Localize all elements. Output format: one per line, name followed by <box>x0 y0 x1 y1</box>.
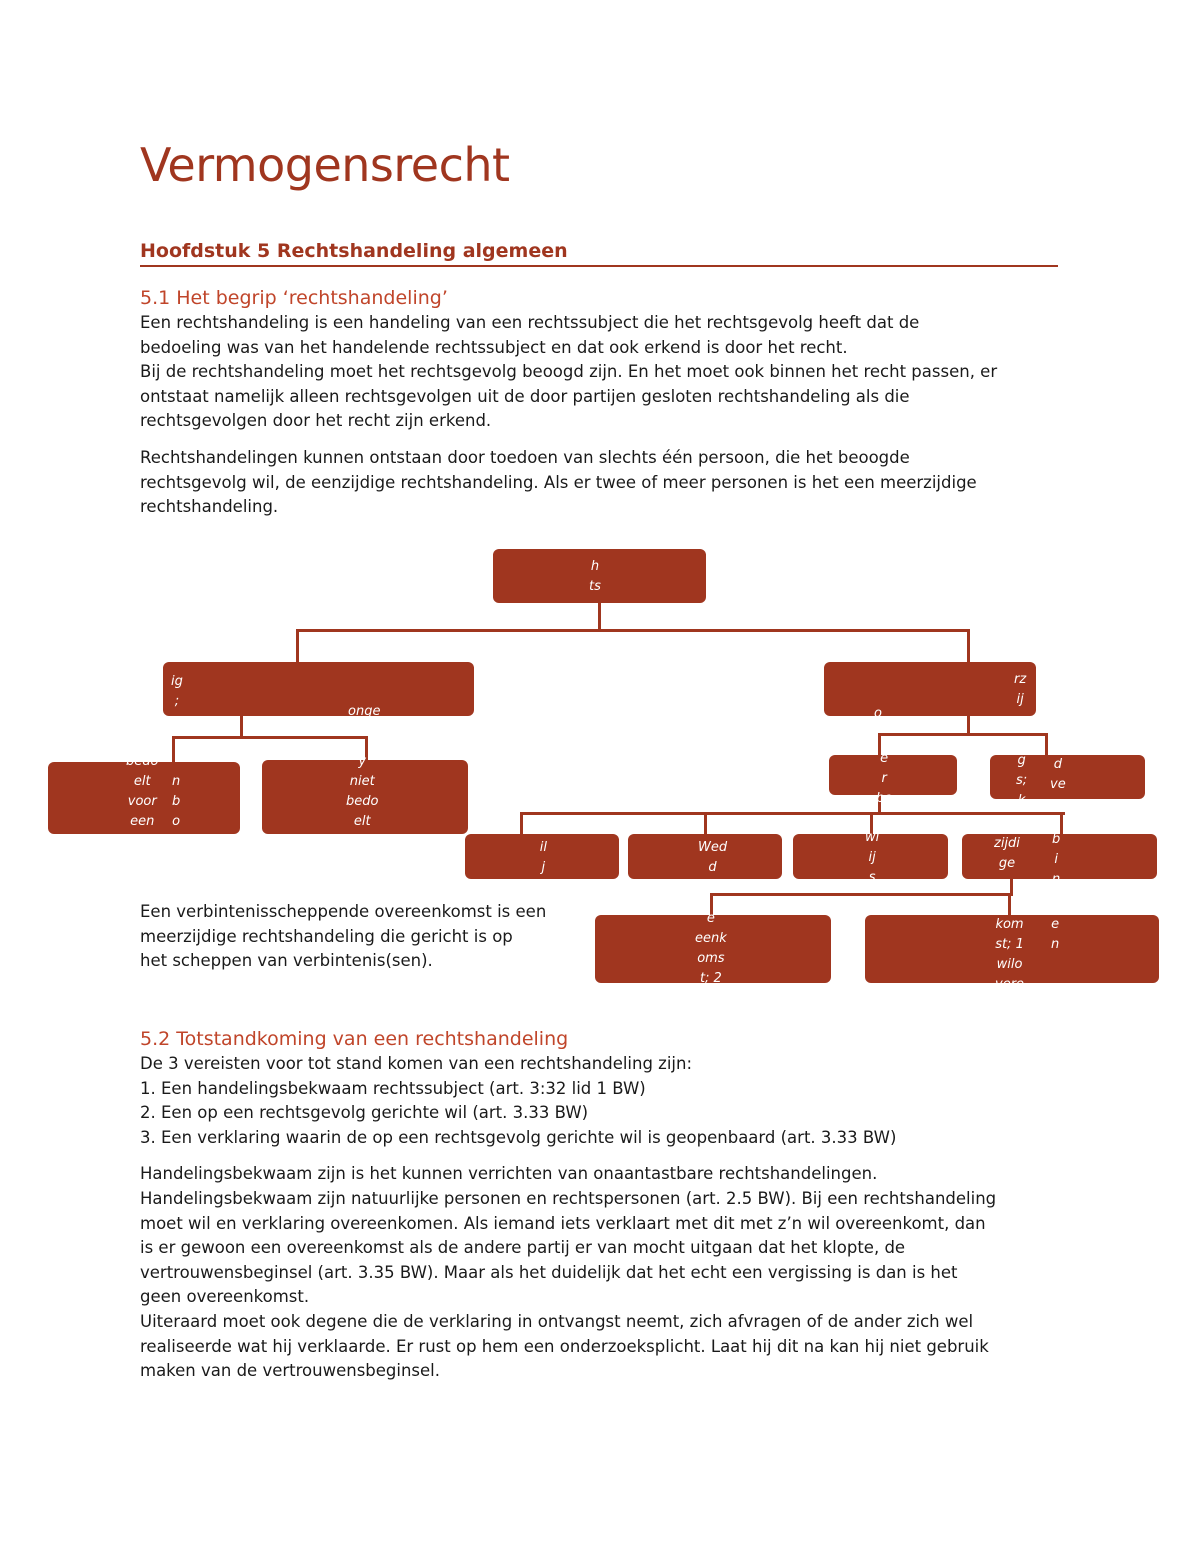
diagram-node-c2 <box>865 915 1159 992</box>
text-line: Een rechtshandeling is een handeling van een rechtssubject die het rechtsgevolg heeft dat de <box>140 313 920 332</box>
diagram-node-eenzijdig <box>163 662 474 719</box>
text-line: Bij de rechtshandeling moet het rechtsgevolg beoogd zijn. En het moet ook binnen het recht passen, er <box>140 362 998 382</box>
node-label: h ts <box>589 559 601 594</box>
diagram-node-b1 <box>465 820 619 879</box>
section-5-1-text <box>140 311 1070 520</box>
text-line: Rechtshandelingen kunnen ontstaan door toedoen van slechts één persoon, die het beoogde <box>140 447 910 467</box>
text-line: Een verbintenisscheppende overeenkomst is een <box>140 902 547 921</box>
node-label: e r be <box>876 751 893 806</box>
node-label: g s; k <box>1016 753 1028 808</box>
diagram-node-ongericht <box>262 754 468 849</box>
node-label: m il j <box>537 820 550 875</box>
text-line: Handelingsbekwaam zijn is het kunnen verrichten van onaantastbare rechtshandelingen. <box>140 1164 878 1184</box>
node-label: e Wed d erke <box>698 820 728 895</box>
text-line: rechtsgevolgen door het recht zijn erkend. <box>140 411 492 431</box>
text-line: rechtshandeling. <box>140 497 279 517</box>
list-item: 2. Een op een rechtsgevolg gerichte wil (art. 3.33 BW) <box>140 1103 589 1123</box>
node-label: o <box>874 706 882 721</box>
node-label: kom st; 1 wilo vere <box>995 917 1025 992</box>
document-title: Vermogensrecht <box>140 138 510 192</box>
node-label: y niet bedo elt voor <box>346 754 379 849</box>
text-line: maken van de vertrouwensbeginsel. <box>140 1361 441 1381</box>
node-label: b i n <box>1052 832 1061 887</box>
node-label: e eenk oms t; 2 <box>695 911 727 986</box>
text-line: rechtsgevolg wil, de eenzijdige rechtshandeling. Als er twee of meer personen is het een meerzijdige <box>140 472 977 492</box>
diagram-node-overig <box>990 753 1145 812</box>
text-line: is er gewoon een overeenkomst als de andere partij er van mocht uitgaan dat het klopte, de <box>140 1238 906 1258</box>
diagram-node-b3 <box>793 830 948 885</box>
text-line: realiseerde wat hij verklaarde. Er rust op hem een onderzoeksplicht. Laat hij dit na kan hij niet gebruik <box>140 1336 989 1356</box>
diagram-node-b4 <box>962 832 1157 887</box>
section-5-2-text <box>140 1052 1070 1384</box>
diagram-node-verbintenisscheppend <box>829 751 957 806</box>
diagram-node-b2 <box>628 820 782 895</box>
list-item: 1. Een handelingsbekwaam rechtssubject (art. 3:32 lid 1 BW) <box>140 1078 646 1098</box>
node-label: zijdi ge <box>994 836 1020 871</box>
section-5-1-heading: 5.1 Het begrip ‘rechtshandeling’ <box>140 287 448 309</box>
text-line: Handelingsbekwaam zijn natuurlijke personen en rechtspersonen (art. 2.5 BW). Bij een rechtshandeling <box>140 1188 997 1208</box>
diagram-node-c1 <box>595 911 831 986</box>
diagram-caption <box>140 900 580 974</box>
node-label: d ve er <box>1050 757 1066 812</box>
text-line: geen overeenkomst. <box>140 1287 310 1307</box>
diagram-node-gericht <box>48 754 240 834</box>
text-line: het scheppen van verbintenis(sen). <box>140 951 433 971</box>
text-line: vertrouwensbeginsel (art. 3.35 BW). Maar als het duidelijk dat het echt een vergissing is dan is het <box>140 1262 958 1282</box>
text-line: ontstaat namelijk alleen rechtsgevolgen uit de door partijen gesloten rechtshandeling als die <box>140 386 910 406</box>
node-label: ig ; <box>171 674 183 709</box>
text-line: Uiteraard moet ook degene die de verklaring in ontvangst neemt, zich afvragen of de ander zich wel <box>140 1311 974 1331</box>
diagram-node-root <box>493 549 706 603</box>
section-5-2-heading: 5.2 Totstandkoming van een rechtshandeling <box>140 1028 569 1050</box>
node-label: e n <box>1051 917 1060 952</box>
node-label: bedo elt voor een <box>126 754 159 829</box>
text-line: bedoeling was van het handelende rechtssubject en dat ook erkend is door het recht. <box>140 337 848 357</box>
node-label: rz ij <box>1014 672 1027 707</box>
chapter-heading: Hoofdstuk 5 Rechtshandeling algemeen <box>140 240 1058 267</box>
list-item: 3. Een verklaring waarin de op een rechtsgevolg gerichte wil is geopenbaard (art. 3.33 BW) <box>140 1127 897 1147</box>
text-line: De 3 vereisten voor tot stand komen van een rechtshandeling zijn: <box>140 1054 693 1073</box>
text-line: meerzijdige rechtshandeling die gericht is op <box>140 926 513 946</box>
node-label: n b o <box>172 774 181 829</box>
node-label: onge <box>348 704 381 719</box>
node-label: wi ij s <box>865 830 880 885</box>
text-line: moet wil en verklaring overeenkomen. Als iemand iets verklaart met dit met z’n wil overeenkomt, dan <box>140 1213 986 1233</box>
diagram-node-meerzijdig <box>824 662 1036 721</box>
